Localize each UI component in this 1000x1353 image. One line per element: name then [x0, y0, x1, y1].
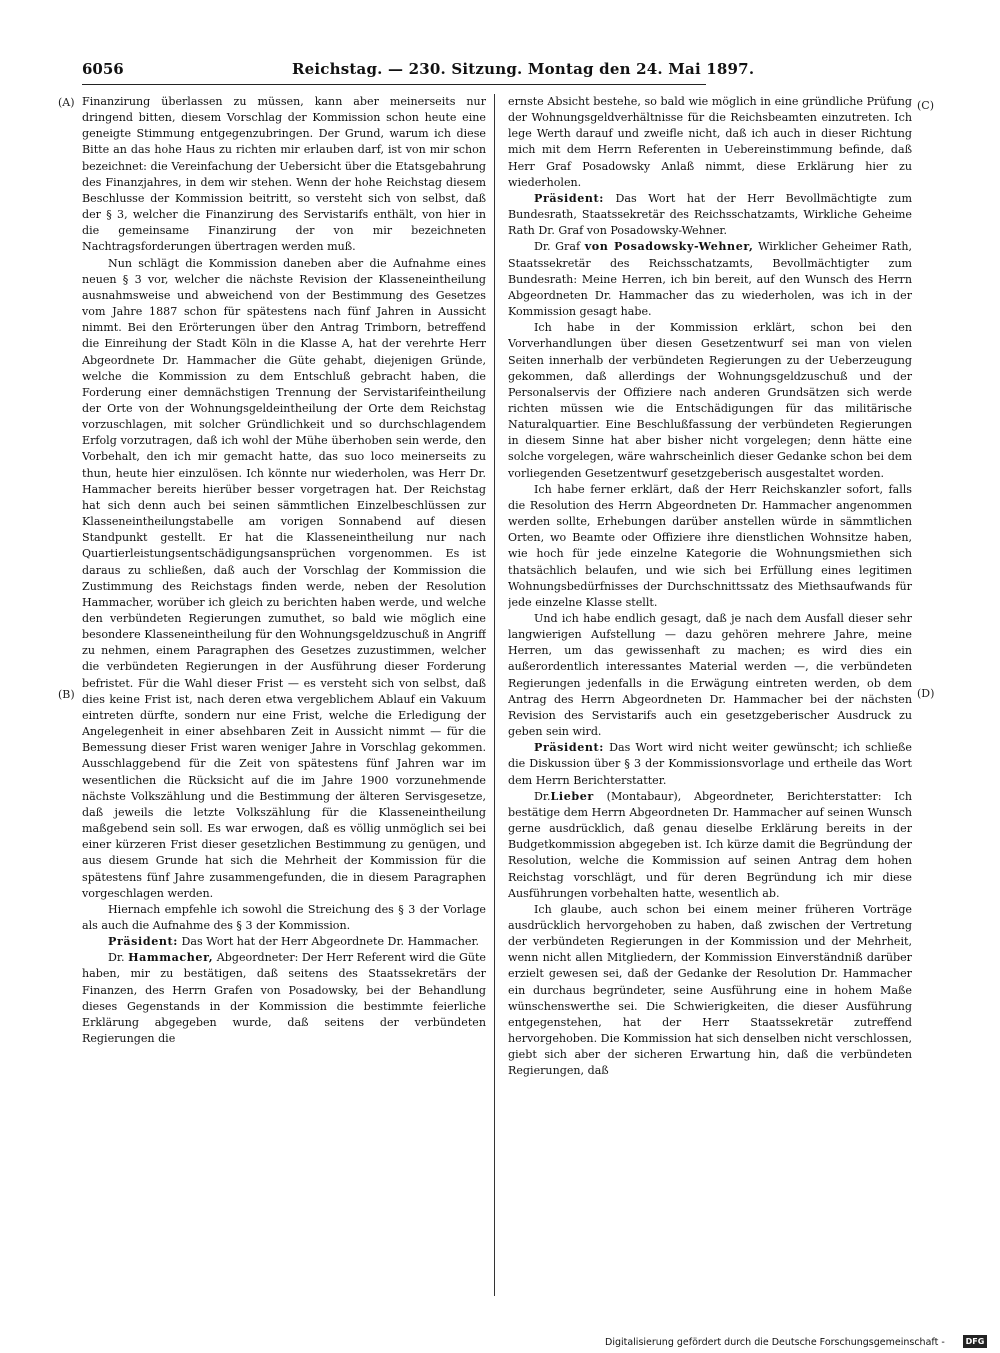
- speaker-name: Präsident:: [534, 191, 604, 205]
- speaker-name: Hammacher,: [128, 951, 214, 965]
- dfg-logo: DFG: [963, 1335, 987, 1348]
- page-header: [82, 58, 755, 85]
- paragraph: Nun schlägt die Kommission daneben aber die Aufnahme eines neuen § 3 vor, welcher die nächste Revision der Klasseneintheilung ausnahmsweise und abweichend von der Bestimmung des Gesetzes vom Jahre 1887 schon für spätestens nach fünf Jahren in Aussicht nimmt. Bei den Erörterungen über den Antrag Trimborn, betreffend die Einreihung der Stadt Köln in die Klasse A, hat der verehrte Herr Abgeordnete Dr. Hammacher die Güte gehabt, diejenigen Gründe, welche die Kommission zu dem Entschluß gebracht haben, die Forderung einer demnächstigen Trennung der Servistarifeintheilung der Orte von der Wohnungsgeldeintheilung der Orte dem Reichstag vorzuschlagen, mit solcher Gründlichkeit und so durchschlagendem Erfolg vorzutragen, daß ich wohl der Mühe überhoben sein werde, den Vorbehalt, den ich mir gemacht hatte, das suo loco meinerseits zu thun, heute hier einzulösen. Ich könnte nur wiederholen, was Herr Dr. Hammacher bereits hierüber besser vorgetragen hat. Der Reichstag hat sich denn auch bei seinen sämmtlichen Einzelbeschlüssen zur Klasseneintheilungstabelle am vorigen Sonnabend auf diesen Standpunkt gestellt. Er hat die Klasseneintheilung nur nach Quartierleistungsentschädigungsansprüchen vorgenommen. Es ist daraus zu schließen, daß auch der Vorschlag der Kommission die Zustimmung des Reichstags finden werde, neben der Resolution Hammacher, worüber ich gleich zu berichten haben werde, und welche den verbündeten Regierungen zumuthet, so bald wie möglich eine besondere Klasseneintheilung für den Wohnungsgeldzuschuß in Angriff zu nehmen, einem Paragraphen des Gesetzes zuzustimmen, welcher die verbündeten Regierungen in der Ausführung dieser Forderung befristet. Für die Wahl dieser Frist — es versteht sich von selbst, daß dies keine Frist ist, nach deren etwa vergeblichem Ablauf ein Vakuum eintreten dürfte, sondern nur eine Frist, welche die Erledigung der Angelegenheit in einer absehbaren Zeit in Aussicht nimmt — für die Bemessung dieser Frist waren weniger Jahre in Vorschlag gekommen. Ausschlaggebend für die Zeit von spätestens fünf Jahren war im wesentlichen die Rücksicht auf die im Jahre 1900 vorzunehmende nächste Volkszählung und die Bestimmung der älteren Servisgesetze, daß jeweils die letzte Volkszählung für die Klasseneintheilung maßgebend sein soll. Es war erwogen, daß es völlig unmöglich sei bei einer kürzeren Frist dieser gesetzlichen Bestimmung zu genügen, und aus diesem Grunde hat sich die Mehrheit der Kommission für die spätestens fünf Jahre zusammengefunden, die in diesem Paragraphen vorgeschlagen werden.: [82, 256, 486, 900]
- paragraph: [82, 950, 486, 1047]
- paragraph: Ich habe ferner erklärt, daß der Herr Reichskanzler sofort, falls die Resolution des Herrn Abgeordneten Dr. Hammacher angenommen werden sollte, Erhebungen darüber anstellen würde in sämmtlichen Orten, wo Beamte oder Offiziere ihre dienstlichen Wohnsitze haben, wie hoch für jede einzelne Kategorie die Wohnungsmiethen sich thatsächlich belaufen, und wie sich bei Erfüllung eines legitimen Wohnungsbedürfnisses der Durchschnittssatz des Miethsaufwands für jede einzelne Klasse stellt.: [508, 482, 912, 609]
- paragraph: Ich glaube, auch schon bei einem meiner früheren Vorträge ausdrücklich hervorgehoben zu haben, daß zwischen der Vertretung der verbündeten Regierungen in der Kommission und der Mehrheit, wenn nicht allen Mitgliedern, der Kommission Einverständniß darüber erzielt gewesen sei, daß der Gedanke der Resolution Dr. Hammacher ein durchaus begründeter, seine Ausführung eine in hohem Maße wünschenswerthe sei. Die Schwierigkeiten, die dieser Ausführung entgegenstehen, hat der Herr Staatssekretär zutreffend hervorgehoben. Die Kommission hat sich denselben nicht verschlossen, giebt sich aber der sicheren Erwartung hin, daß die verbündeten Regierungen, daß: [508, 902, 912, 1078]
- paragraph: [508, 239, 912, 320]
- paragraph: Und ich habe endlich gesagt, daß je nach dem Ausfall dieser sehr langwierigen Aufstellung — dazu gehören mehrere Jahre, meine Herren, um das gewissenhaft zu machen; es wird dies ein außerordentlich interessantes Material werden —, die verbündeten Regierungen jedenfalls in die Erwägung eintreten werden, ob dem Antrag des Herrn Abgeordneten Dr. Hammacher bei der nächsten Revision des Servistarifs auch ein gesetzgeberischer Ausdruck zu geben sein wird.: [508, 612, 912, 739]
- running-head: Reichstag. — 230. Sitzung. Montag den 24. Mai 1897.: [292, 60, 755, 78]
- digitization-credit: Digitalisierung gefördert durch die Deutsche Forschungsgemeinschaft -: [605, 1337, 945, 1348]
- margin-marker-c: (C): [917, 99, 934, 112]
- right-column: [508, 94, 912, 1294]
- page-number: 6056: [82, 60, 124, 78]
- margin-marker-b: (B): [58, 688, 75, 701]
- speaker-name: Präsident:: [534, 741, 604, 755]
- speaker-name: von Posadowsky-Wehner,: [584, 240, 754, 254]
- speaker-name: Präsident:: [108, 935, 178, 949]
- paragraph: Finanzirung überlassen zu müssen, kann aber meinerseits nur dringend bitten, diesem Vorschlag der Kommission schon heute eine geneigte Stimmung entgegenzubringen. Der Grund, warum ich diese Bitte an das hohe Haus zu richten mir erlauben darf, ist von mir schon bezeichnet: die Vereinfachung der Uebersicht über die Etatsgebahrung des Finanzjahres, in dem wir stehen. Wenn der hohe Reichstag diesem Beschlusse der Kommission beitritt, so versteht sich von selbst, daß der § 3, welcher die Finanzirung des Servistarifs enthält, von hier in die gemeinsame Finanzirung der von mir bezeichneten Nachtragsforderungen übertragen werden muß.: [82, 95, 486, 254]
- speaker-title: Dr.: [534, 789, 551, 803]
- left-column: [82, 94, 486, 1294]
- paragraph: Hiernach empfehle ich sowohl die Streichung des § 3 der Vorlage als auch die Aufnahme des § 3 der Kommission.: [82, 902, 486, 932]
- speaker-title: Dr.: [108, 951, 125, 965]
- speech-text: Das Wort wird nicht weiter gewünscht; ich schließe die Diskussion über § 3 der Kommissionsvorlage und ertheile das Wort dem Herrn Berichterstatter.: [508, 741, 912, 787]
- speech-text: Das Wort hat der Herr Bevollmächtigte zum Bundesrath, Staatssekretär des Reichsschatzamts, Wirkliche Geheime Rath Dr. Graf von Posadowsky-Wehner.: [508, 191, 912, 238]
- paragraph: [508, 191, 912, 239]
- paragraph: [508, 789, 912, 902]
- paragraph: [508, 740, 912, 788]
- speaker-title: Dr. Graf: [534, 240, 581, 254]
- speaker-name: Lieber: [550, 789, 594, 803]
- margin-marker-a: (A): [58, 96, 75, 109]
- speech-text: Wirklicher Geheimer Rath, Staatssekretär des Reichsschatzamts, Bevollmächtigter zum Bundesrath: Meine Herren, ich bin bereit, auf den Wunsch des Herrn Abgeordneten Dr. Hammacher das zu wiederholen, was ich in der Kommission gesagt habe.: [508, 240, 912, 319]
- paragraph: ernste Absicht bestehe, so bald wie möglich in eine gründliche Prüfung der Wohnungsgeldverhältnisse für die Reichsbeamten einzutreten. Ich lege Werth darauf und zweifle nicht, daß ich auch in dieser Richtung mich mit dem Herrn Referenten in Uebereinstimmung befinde, daß Herr Graf Posadowsky Anlaß nimmt, diese Erklärung hier zu wiederholen.: [508, 95, 912, 189]
- margin-marker-d: (D): [917, 687, 935, 700]
- paragraph: [82, 934, 486, 950]
- speech-text: (Montabaur), Abgeordneter, Berichterstatter: Ich bestätige dem Herrn Abgeordneten Dr. Hammacher auf seinen Wunsch gerne ausdrücklich, daß genau dieselbe Erklärung bereits in der Budgetkommission abgegeben ist. Ich kürze damit die Begründung der Resolution, welche die Kommission auf seinen Antrag dem hohen Reichstag vorschlägt, und für deren Begründung ich mir diese Ausführungen vorbehalten hatte, wesentlich ab.: [508, 789, 912, 900]
- speech-text: Das Wort hat der Herr Abgeordnete Dr. Hammacher.: [181, 935, 480, 949]
- paragraph: Ich habe in der Kommission erklärt, schon bei den Vorverhandlungen über diesen Gesetzentwurf sei man von vielen Seiten innerhalb der verbündeten Regierungen zu der Ueberzeugung gekommen, daß allerdings der Wohnungsgeldzuschuß und der Personalservis der Offiziere nach anderen Grundsätzen sich werde richten müssen wie die Entschädigungen für das militärische Naturalquartier. Eine Beschlußfassung der verbündeten Regierungen in diesem Sinne hat aber bisher nicht vorgelegen; denn hätte eine solche vorgelegen, wäre wahrscheinlich dieser Gedanke schon bei dem vorliegenden Gesetzentwurf gesetzgeberisch ausgestaltet worden.: [508, 321, 912, 480]
- speech-text: Abgeordneter: Der Herr Referent wird die Güte haben, mir zu bestätigen, daß seitens des Staatssekretärs der Finanzen, des Herrn Grafen von Posadowsky, bei der Behandlung dieses Gegenstands in der Kommission die bestimmte feierliche Erklärung abgegeben wurde, daß seitens der verbündeten Regierungen die: [82, 951, 486, 1046]
- column-divider: [494, 94, 495, 1296]
